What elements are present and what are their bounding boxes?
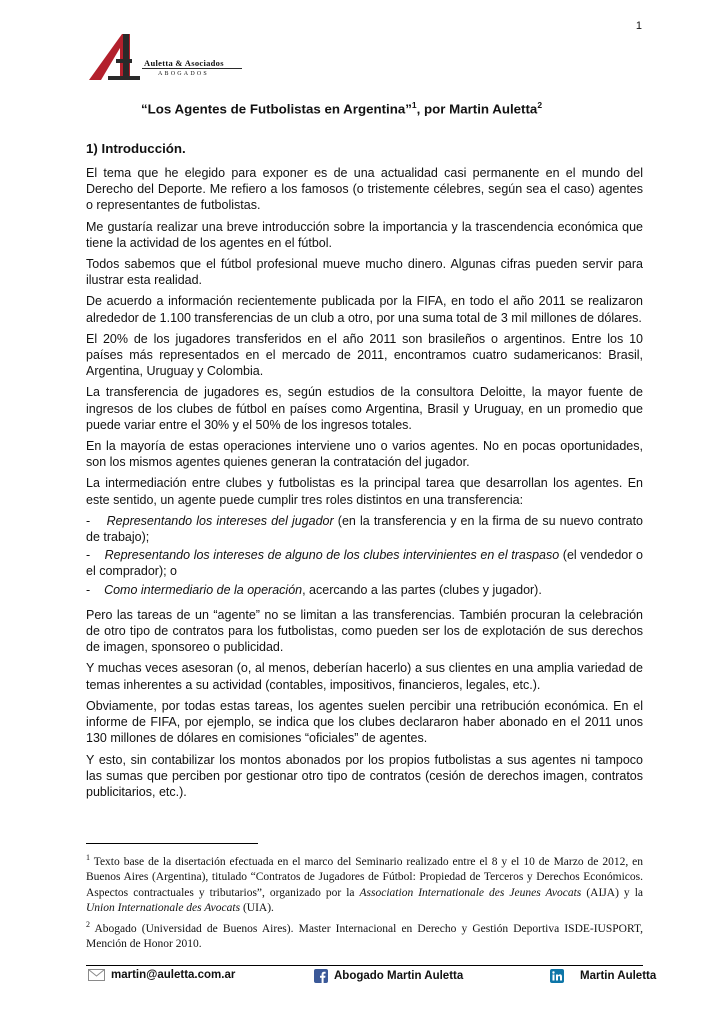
paragraph-2: Me gustaría realizar una breve introducción sobre la importancia y la trascendencia económica que tiene la actividad de los agentes en el fútbol. (86, 219, 643, 250)
logo-mark-icon (86, 30, 148, 82)
paragraph-3: Todos sabemos que el fútbol profesional mueve mucho dinero. Algunas cifras pueden servir para ilustrar esta realidad. (86, 257, 643, 288)
paragraph-10: Y muchas veces asesoran (o, al menos, deberían hacerlo) a sus clientes en una amplia variedad de temas inherentes a su actividad (contables, impositivos, financieros, legales, etc.). (86, 661, 643, 692)
list-item (86, 582, 643, 598)
footnote-separator (86, 843, 258, 844)
email-link[interactable]: martin@auletta.com.ar (111, 969, 236, 981)
paragraph-7: En la mayoría de estas operaciones interviene uno o varios agentes. No en pocas oportunidades, son los mismos agentes quienes generan la contratación del jugador. (86, 439, 643, 470)
list-item (86, 513, 643, 545)
list-dash: - (86, 548, 91, 563)
footnote-2 (86, 917, 643, 953)
paragraph-1: El tema que he elegido para exponer es de una actualidad casi permanente en el mundo del Derecho del Deporte. Me refiero a los famosos (o tristemente célebres, según sea el caso) agentes o representantes de futbolistas. (86, 166, 643, 213)
title-text-b: , por Martin Auletta (416, 101, 538, 117)
footnote-1-aija: Association Internationale des Jeunes Avocats (359, 886, 582, 899)
list-item (86, 547, 643, 579)
section-heading: 1) Introducción. (86, 141, 186, 156)
list-item-italic: Representando los intereses del jugador (106, 513, 334, 528)
list-item-rest: , acercando a las partes (clubes y jugador). (302, 582, 542, 597)
paragraph-8: La intermediación entre clubes y futbolistas es la principal tarea que desarrollan los agentes. En este sentido, un agente puede cumplir tres roles distintos en una transferencia: (86, 476, 643, 507)
list-item-rest: (el vendedor o el comprador); o (86, 548, 643, 579)
list-item-italic: Como intermediario de la operación (104, 582, 303, 597)
footnote-2-text: Abogado (Universidad de Buenos Aires). Master Internacional en Derecho y Gestión Deportiva ISDE-IUSPORT, Mención de Honor 2010. (86, 922, 643, 951)
list-dash: - (86, 513, 91, 528)
footnotes (86, 850, 643, 953)
linkedin-link[interactable]: Martin Auletta (580, 970, 657, 982)
list-item-rest: (en la transferencia y en la firma de su nuevo contrato de trabajo); (86, 513, 643, 545)
list-item-italic: Representando los intereses de alguno de los clubes intervinientes en el traspaso (104, 548, 560, 563)
title-text-a: “Los Agentes de Futbolistas en Argentina” (141, 101, 412, 117)
mail-icon (88, 969, 105, 981)
footer-separator (86, 965, 643, 966)
footnote-mark-1: 1 (86, 853, 90, 862)
list-dash: - (86, 582, 91, 597)
page-footer (86, 967, 657, 985)
footnote-1-uia: Union Internationale des Avocats (86, 902, 241, 915)
footnote-1-text-b: (AIJA) y la (581, 886, 644, 899)
firm-logo (86, 30, 256, 90)
footer-facebook[interactable] (314, 969, 463, 983)
paragraph-11: Obviamente, por todas estas tareas, los agentes suelen percibir una retribución económica. En el informe de FIFA, por ejemplo, se indica que los clubes declararon haber abonado en el 2011 unos 130 millones de dólares en comisiones “oficiales” de agentes. (86, 698, 643, 746)
footnote-1 (86, 850, 643, 917)
linkedin-icon (550, 969, 564, 983)
paragraph-4: De acuerdo a información recientemente publicada por la FIFA, en todo el año 2011 se realizaron alrededor de 1.100 transferencias de un club a otro, por una suma total de 3 mil millones de dólares. (86, 294, 643, 325)
paragraph-9: Pero las tareas de un “agente” no se limitan a las transferencias. También procuran la celebración de otro tipo de contratos para los futbolistas, como pueden ser los de explotación de sus derechos de imagen, sponsoreo o publicidad. (86, 607, 643, 655)
facebook-icon (314, 969, 328, 983)
footnote-1-text-a: Texto base de la disertación efectuada en el marco del Seminario realizado entre el 8 y el 10 de Marzo de 2012, en Buenos Aires (Argentina), titulado “Contratos de Jugadores de Fútbol: Propiedad de Terceros y Derechos Económicos. Aspectos contractuales y tributarios”, organizado por la (86, 855, 643, 899)
paragraph-5: El 20% de los jugadores transferidos en el año 2011 son brasileños o argentinos. Entre los 10 países más representados en el mercado de 2011, encontramos cuatro sudamericanos: Brasil, Argentina, Uruguay y Colombia. (86, 331, 643, 379)
logo-subtitle: ABOGADOS (158, 71, 209, 77)
footer-email[interactable] (88, 969, 235, 981)
footnote-1-text-c: (UIA). (240, 902, 274, 915)
facebook-link[interactable]: Abogado Martin Auletta (334, 970, 464, 982)
paragraph-6: La transferencia de jugadores es, según estudios de la consultora Deloitte, la mayor fuente de ingresos de los clubes de fútbol en países como Argentina, Brasil y Uruguay, en un promedio que puede variar entre el 30% y el 50% de los ingresos totales. (86, 385, 643, 432)
page-number: 1 (635, 20, 642, 32)
logo-firm-name: Auletta & Asociados (144, 58, 224, 68)
footnote-ref-2[interactable]: 2 (537, 100, 543, 110)
paragraph-12: Y esto, sin contabilizar los montos abonados por los propios futbolistas a sus agentes ni tampoco las sumas que perciben por gestionar otro tipo de contratos (cesión de derechos imagen, contratos publicitarios, etc.). (86, 752, 643, 799)
footnote-mark-2: 2 (86, 919, 90, 929)
footer-linkedin[interactable] (550, 969, 656, 983)
footnote-ref-1[interactable]: 1 (411, 100, 417, 110)
document-title (141, 100, 542, 116)
body-text (86, 165, 643, 805)
